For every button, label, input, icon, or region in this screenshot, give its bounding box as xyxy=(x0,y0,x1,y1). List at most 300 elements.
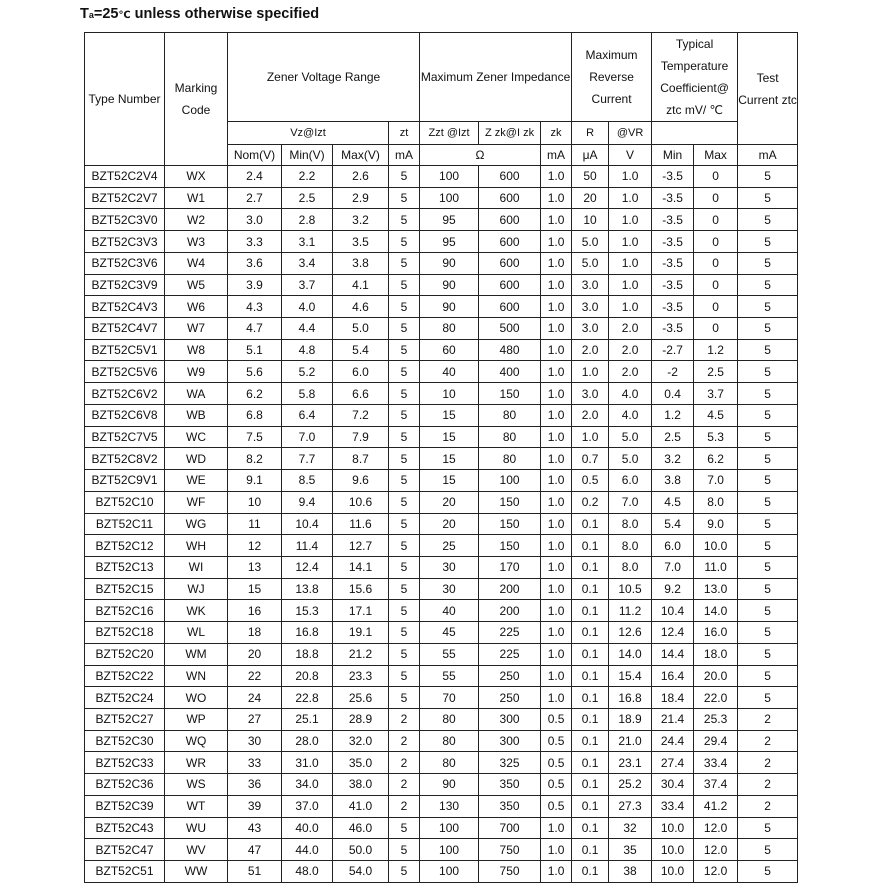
table-cell: BZT52C43 xyxy=(85,817,165,839)
table-cell: 1.2 xyxy=(652,404,694,426)
table-cell: 8.0 xyxy=(609,535,652,557)
table-cell: 100 xyxy=(420,187,479,209)
table-cell: W4 xyxy=(165,252,228,274)
table-cell: 5 xyxy=(389,383,420,405)
table-cell: 30 xyxy=(228,730,282,752)
table-cell: BZT52C18 xyxy=(85,622,165,644)
table-cell: 35.0 xyxy=(333,752,389,774)
table-cell: 5 xyxy=(389,361,420,383)
table-cell: 3.1 xyxy=(282,231,333,253)
table-cell: 41.2 xyxy=(694,795,738,817)
table-cell: 10.5 xyxy=(609,578,652,600)
table-cell: W6 xyxy=(165,296,228,318)
table-cell: 480 xyxy=(479,339,541,361)
table-cell: 225 xyxy=(479,622,541,644)
table-cell: 5 xyxy=(389,687,420,709)
table-row xyxy=(85,491,798,513)
table-cell: 0.1 xyxy=(572,665,609,687)
table-cell: 9.0 xyxy=(694,513,738,535)
table-cell: 38 xyxy=(609,861,652,883)
table-cell: 10.4 xyxy=(652,600,694,622)
table-cell: 750 xyxy=(479,861,541,883)
zener-spec-table xyxy=(84,32,798,883)
table-cell: 400 xyxy=(479,361,541,383)
table-cell: 30 xyxy=(420,556,479,578)
table-cell: 7.5 xyxy=(228,426,282,448)
table-cell: 5 xyxy=(389,622,420,644)
table-cell: 2 xyxy=(389,752,420,774)
table-cell: 0.5 xyxy=(541,730,572,752)
table-cell: 5.0 xyxy=(333,318,389,340)
table-cell: 5 xyxy=(738,578,798,600)
subheader-r: R xyxy=(572,122,609,145)
table-cell: 10 xyxy=(228,491,282,513)
table-cell: WJ xyxy=(165,578,228,600)
table-cell: 15 xyxy=(420,404,479,426)
table-cell: 16.8 xyxy=(282,622,333,644)
table-cell: 8.2 xyxy=(228,448,282,470)
table-cell: 9.6 xyxy=(333,470,389,492)
table-cell: 3.2 xyxy=(652,448,694,470)
table-cell: 23.1 xyxy=(609,752,652,774)
table-cell: 22.8 xyxy=(282,687,333,709)
table-cell: 5 xyxy=(389,817,420,839)
table-cell: 5 xyxy=(389,318,420,340)
table-cell: BZT52C47 xyxy=(85,839,165,861)
table-cell: 1.0 xyxy=(541,383,572,405)
table-cell: 28.9 xyxy=(333,708,389,730)
table-cell: 80 xyxy=(420,318,479,340)
table-cell: WH xyxy=(165,535,228,557)
table-cell: WF xyxy=(165,491,228,513)
table-cell: BZT52C4V3 xyxy=(85,296,165,318)
table-cell: 4.0 xyxy=(609,383,652,405)
table-cell: 6.0 xyxy=(609,470,652,492)
table-cell: 1.0 xyxy=(541,339,572,361)
table-row xyxy=(85,687,798,709)
table-cell: 1.0 xyxy=(541,817,572,839)
unit-tc-min: Min xyxy=(652,145,694,166)
table-cell: 5 xyxy=(738,861,798,883)
table-cell: 0.1 xyxy=(572,578,609,600)
title-temp: =25 xyxy=(93,6,119,22)
table-cell: BZT52C51 xyxy=(85,861,165,883)
table-cell: 5.1 xyxy=(228,339,282,361)
table-cell: 90 xyxy=(420,274,479,296)
table-cell: 1.0 xyxy=(541,535,572,557)
table-cell: 750 xyxy=(479,839,541,861)
table-cell: BZT52C5V1 xyxy=(85,339,165,361)
table-cell: 25.1 xyxy=(282,708,333,730)
table-row xyxy=(85,622,798,644)
table-cell: 95 xyxy=(420,231,479,253)
table-cell: WS xyxy=(165,774,228,796)
table-cell: 0 xyxy=(694,252,738,274)
table-cell: 0 xyxy=(694,274,738,296)
table-cell: 12.0 xyxy=(694,839,738,861)
table-cell: 150 xyxy=(479,513,541,535)
table-cell: 28.0 xyxy=(282,730,333,752)
table-row xyxy=(85,774,798,796)
table-cell: 4.0 xyxy=(609,404,652,426)
table-cell: BZT52C4V7 xyxy=(85,318,165,340)
table-cell: 90 xyxy=(420,296,479,318)
table-cell: 12.4 xyxy=(652,622,694,644)
table-cell: 44.0 xyxy=(282,839,333,861)
table-cell: W9 xyxy=(165,361,228,383)
table-cell: 3.0 xyxy=(572,296,609,318)
table-cell: 1.0 xyxy=(541,187,572,209)
subheader-zzk-izk: Z zk@I zk xyxy=(479,122,541,145)
table-cell: 600 xyxy=(479,231,541,253)
table-cell: 18.0 xyxy=(694,643,738,665)
table-cell: 2 xyxy=(738,752,798,774)
table-cell: WX xyxy=(165,166,228,188)
table-row xyxy=(85,795,798,817)
table-cell: 19.1 xyxy=(333,622,389,644)
table-cell: 300 xyxy=(479,730,541,752)
table-cell: 0.7 xyxy=(572,448,609,470)
title-degree: ℃ xyxy=(118,10,131,21)
table-cell: 100 xyxy=(420,166,479,188)
table-cell: WK xyxy=(165,600,228,622)
table-cell: 5.0 xyxy=(609,426,652,448)
table-cell: 51 xyxy=(228,861,282,883)
table-cell: 4.4 xyxy=(282,318,333,340)
table-cell: 6.2 xyxy=(694,448,738,470)
table-cell: 5.6 xyxy=(228,361,282,383)
table-cell: 20.8 xyxy=(282,665,333,687)
table-cell: 6.2 xyxy=(228,383,282,405)
table-cell: WD xyxy=(165,448,228,470)
table-cell: WG xyxy=(165,513,228,535)
unit-test-current: mA xyxy=(738,145,798,166)
table-cell: 10.4 xyxy=(282,513,333,535)
table-row xyxy=(85,361,798,383)
table-cell: 14.0 xyxy=(694,600,738,622)
table-cell: 11 xyxy=(228,513,282,535)
table-cell: 0.1 xyxy=(572,839,609,861)
table-cell: 16.4 xyxy=(652,665,694,687)
table-cell: 5 xyxy=(389,339,420,361)
table-cell: 4.5 xyxy=(652,491,694,513)
table-cell: 100 xyxy=(479,470,541,492)
table-cell: BZT52C2V4 xyxy=(85,166,165,188)
table-cell: 4.8 xyxy=(282,339,333,361)
table-cell: 10.6 xyxy=(333,491,389,513)
table-cell: 5 xyxy=(738,622,798,644)
table-cell: 95 xyxy=(420,209,479,231)
table-cell: 3.4 xyxy=(282,252,333,274)
table-cell: 2.0 xyxy=(609,318,652,340)
table-cell: 2.0 xyxy=(572,339,609,361)
table-cell: 15.4 xyxy=(609,665,652,687)
table-cell: 10 xyxy=(420,383,479,405)
table-cell: 5 xyxy=(389,404,420,426)
table-cell: 21.4 xyxy=(652,708,694,730)
table-cell: 10.0 xyxy=(652,817,694,839)
table-cell: 36 xyxy=(228,774,282,796)
table-cell: 600 xyxy=(479,187,541,209)
table-cell: 2 xyxy=(389,708,420,730)
table-cell: 150 xyxy=(479,491,541,513)
table-cell: 0.4 xyxy=(652,383,694,405)
table-cell: 2.9 xyxy=(333,187,389,209)
table-cell: 3.3 xyxy=(228,231,282,253)
table-cell: 12.7 xyxy=(333,535,389,557)
table-cell: 3.7 xyxy=(694,383,738,405)
table-cell: 5 xyxy=(738,252,798,274)
table-cell: 1.0 xyxy=(541,470,572,492)
table-cell: 5 xyxy=(389,274,420,296)
table-cell: WQ xyxy=(165,730,228,752)
table-cell: 30.4 xyxy=(652,774,694,796)
table-cell: BZT52C3V6 xyxy=(85,252,165,274)
table-cell: 1.0 xyxy=(572,361,609,383)
table-cell: 1.0 xyxy=(541,578,572,600)
table-cell: -3.5 xyxy=(652,231,694,253)
table-cell: 38.0 xyxy=(333,774,389,796)
table-cell: 10.0 xyxy=(652,861,694,883)
table-cell: 14.0 xyxy=(609,643,652,665)
table-cell: 39 xyxy=(228,795,282,817)
table-cell: 13 xyxy=(228,556,282,578)
table-cell: 8.7 xyxy=(333,448,389,470)
table-cell: 1.0 xyxy=(541,861,572,883)
table-cell: 0.5 xyxy=(541,752,572,774)
table-cell: 27.4 xyxy=(652,752,694,774)
table-cell: 33 xyxy=(228,752,282,774)
table-cell: 5 xyxy=(738,513,798,535)
table-cell: 29.4 xyxy=(694,730,738,752)
table-cell: 5 xyxy=(738,231,798,253)
table-cell: 0.1 xyxy=(572,752,609,774)
table-cell: 5 xyxy=(389,578,420,600)
table-row xyxy=(85,470,798,492)
table-cell: 40.0 xyxy=(282,817,333,839)
table-cell: 11.4 xyxy=(282,535,333,557)
table-row xyxy=(85,556,798,578)
table-cell: 3.8 xyxy=(333,252,389,274)
table-cell: 2 xyxy=(389,795,420,817)
table-cell: 34.0 xyxy=(282,774,333,796)
table-cell: 25 xyxy=(420,535,479,557)
table-cell: WC xyxy=(165,426,228,448)
table-cell: 3.5 xyxy=(333,231,389,253)
table-cell: 18.8 xyxy=(282,643,333,665)
table-cell: 3.8 xyxy=(652,470,694,492)
table-cell: 350 xyxy=(479,795,541,817)
table-cell: 5 xyxy=(389,665,420,687)
table-cell: 0.1 xyxy=(572,600,609,622)
table-cell: 8.5 xyxy=(282,470,333,492)
table-cell: 5.0 xyxy=(609,448,652,470)
table-cell: BZT52C3V0 xyxy=(85,209,165,231)
table-cell: WN xyxy=(165,665,228,687)
table-cell: 5 xyxy=(389,513,420,535)
table-cell: 0.1 xyxy=(572,687,609,709)
table-cell: 1.0 xyxy=(541,687,572,709)
unit-ir: μA xyxy=(572,145,609,166)
table-cell: 1.2 xyxy=(694,339,738,361)
table-cell: 5.4 xyxy=(652,513,694,535)
table-cell: 5.8 xyxy=(282,383,333,405)
table-cell: 11.2 xyxy=(609,600,652,622)
table-cell: 6.8 xyxy=(228,404,282,426)
table-cell: 5 xyxy=(389,187,420,209)
table-cell: 700 xyxy=(479,817,541,839)
table-cell: 50.0 xyxy=(333,839,389,861)
table-cell: WT xyxy=(165,795,228,817)
table-cell: 5 xyxy=(389,600,420,622)
header-row xyxy=(85,33,798,122)
table-cell: 90 xyxy=(420,252,479,274)
title-rest: unless otherwise specified xyxy=(130,6,320,22)
table-cell: 15.6 xyxy=(333,578,389,600)
table-row xyxy=(85,231,798,253)
table-cell: 8.0 xyxy=(609,513,652,535)
table-cell: 600 xyxy=(479,209,541,231)
table-cell: 20.0 xyxy=(694,665,738,687)
table-cell: 5 xyxy=(738,404,798,426)
header-marking-code: Marking Code xyxy=(165,33,228,166)
table-cell: WU xyxy=(165,817,228,839)
table-cell: 80 xyxy=(479,426,541,448)
table-cell: 12 xyxy=(228,535,282,557)
table-cell: 0.1 xyxy=(572,774,609,796)
table-cell: W3 xyxy=(165,231,228,253)
table-cell: 200 xyxy=(479,578,541,600)
table-cell: 11.6 xyxy=(333,513,389,535)
table-cell: BZT52C3V9 xyxy=(85,274,165,296)
table-cell: 5.0 xyxy=(572,252,609,274)
table-cell: 150 xyxy=(479,535,541,557)
header-max-zener-impedance: Maximum Zener Impedance xyxy=(420,33,572,122)
table-cell: BZT52C8V2 xyxy=(85,448,165,470)
table-row xyxy=(85,665,798,687)
table-cell: 1.0 xyxy=(572,426,609,448)
table-cell: 32 xyxy=(609,817,652,839)
table-cell: 6.4 xyxy=(282,404,333,426)
unit-max: Max(V) xyxy=(333,145,389,166)
table-cell: 2 xyxy=(389,730,420,752)
table-cell: 350 xyxy=(479,774,541,796)
table-cell: 130 xyxy=(420,795,479,817)
table-cell: 0.1 xyxy=(572,513,609,535)
subheader-vr: @VR xyxy=(609,122,652,145)
table-cell: 50 xyxy=(572,166,609,188)
table-cell: 5 xyxy=(389,643,420,665)
table-cell: 2.7 xyxy=(228,187,282,209)
table-cell: 4.5 xyxy=(694,404,738,426)
table-cell: 1.0 xyxy=(609,209,652,231)
table-cell: 4.1 xyxy=(333,274,389,296)
table-cell: 100 xyxy=(420,861,479,883)
table-cell: 15 xyxy=(420,470,479,492)
header-max-reverse-current: Maximum Reverse Current xyxy=(572,33,652,122)
table-cell: 40 xyxy=(420,600,479,622)
table-cell: 0.5 xyxy=(541,774,572,796)
table-cell: 0 xyxy=(694,231,738,253)
table-cell: BZT52C5V6 xyxy=(85,361,165,383)
table-cell: 200 xyxy=(479,600,541,622)
table-cell: 24.4 xyxy=(652,730,694,752)
table-cell: 6.0 xyxy=(652,535,694,557)
unit-izk: mA xyxy=(541,145,572,166)
table-cell: 8.0 xyxy=(694,491,738,513)
table-cell: 5.4 xyxy=(333,339,389,361)
table-cell: 35 xyxy=(609,839,652,861)
table-cell: 5 xyxy=(738,339,798,361)
table-cell: 5.0 xyxy=(572,231,609,253)
table-cell: 2.0 xyxy=(609,339,652,361)
table-row xyxy=(85,252,798,274)
table-cell: BZT52C27 xyxy=(85,708,165,730)
table-cell: 5 xyxy=(389,556,420,578)
header-type-number: Type Number xyxy=(85,33,165,166)
table-cell: 5 xyxy=(738,274,798,296)
table-cell: 500 xyxy=(479,318,541,340)
table-cell: 1.0 xyxy=(541,231,572,253)
table-cell: 46.0 xyxy=(333,817,389,839)
table-cell: 5 xyxy=(389,426,420,448)
table-cell: 22.0 xyxy=(694,687,738,709)
table-cell: 1.0 xyxy=(541,296,572,318)
unit-izt: mA xyxy=(389,145,420,166)
table-cell: 5 xyxy=(738,556,798,578)
table-cell: -3.5 xyxy=(652,318,694,340)
table-cell: 37.0 xyxy=(282,795,333,817)
table-cell: 15 xyxy=(420,448,479,470)
table-cell: 3.0 xyxy=(572,318,609,340)
table-cell: 33.4 xyxy=(694,752,738,774)
table-cell: 9.1 xyxy=(228,470,282,492)
table-cell: 0.1 xyxy=(572,643,609,665)
table-cell: 37.4 xyxy=(694,774,738,796)
table-cell: 250 xyxy=(479,665,541,687)
table-cell: 7.0 xyxy=(652,556,694,578)
table-cell: 3.0 xyxy=(572,383,609,405)
table-cell: -3.5 xyxy=(652,209,694,231)
table-cell: BZT52C22 xyxy=(85,665,165,687)
table-cell: 250 xyxy=(479,687,541,709)
unit-tc-max: Max xyxy=(694,145,738,166)
table-cell: 9.4 xyxy=(282,491,333,513)
table-cell: 15.3 xyxy=(282,600,333,622)
table-cell: WM xyxy=(165,643,228,665)
table-cell: BZT52C36 xyxy=(85,774,165,796)
table-cell: 3.0 xyxy=(228,209,282,231)
table-cell: WA xyxy=(165,383,228,405)
table-cell: 1.0 xyxy=(609,296,652,318)
table-cell: 4.0 xyxy=(282,296,333,318)
table-cell: W8 xyxy=(165,339,228,361)
table-cell: 5 xyxy=(738,383,798,405)
table-cell: 3.0 xyxy=(572,274,609,296)
table-cell: 5 xyxy=(738,643,798,665)
table-cell: 33.4 xyxy=(652,795,694,817)
title-t: T xyxy=(80,6,89,22)
table-cell: 80 xyxy=(479,404,541,426)
table-cell: 0.2 xyxy=(572,491,609,513)
table-cell: 6.0 xyxy=(333,361,389,383)
table-cell: 2.4 xyxy=(228,166,282,188)
table-cell: 1.0 xyxy=(541,318,572,340)
table-cell: 5 xyxy=(738,535,798,557)
table-cell: 25.6 xyxy=(333,687,389,709)
table-cell: 15 xyxy=(420,426,479,448)
table-cell: 31.0 xyxy=(282,752,333,774)
